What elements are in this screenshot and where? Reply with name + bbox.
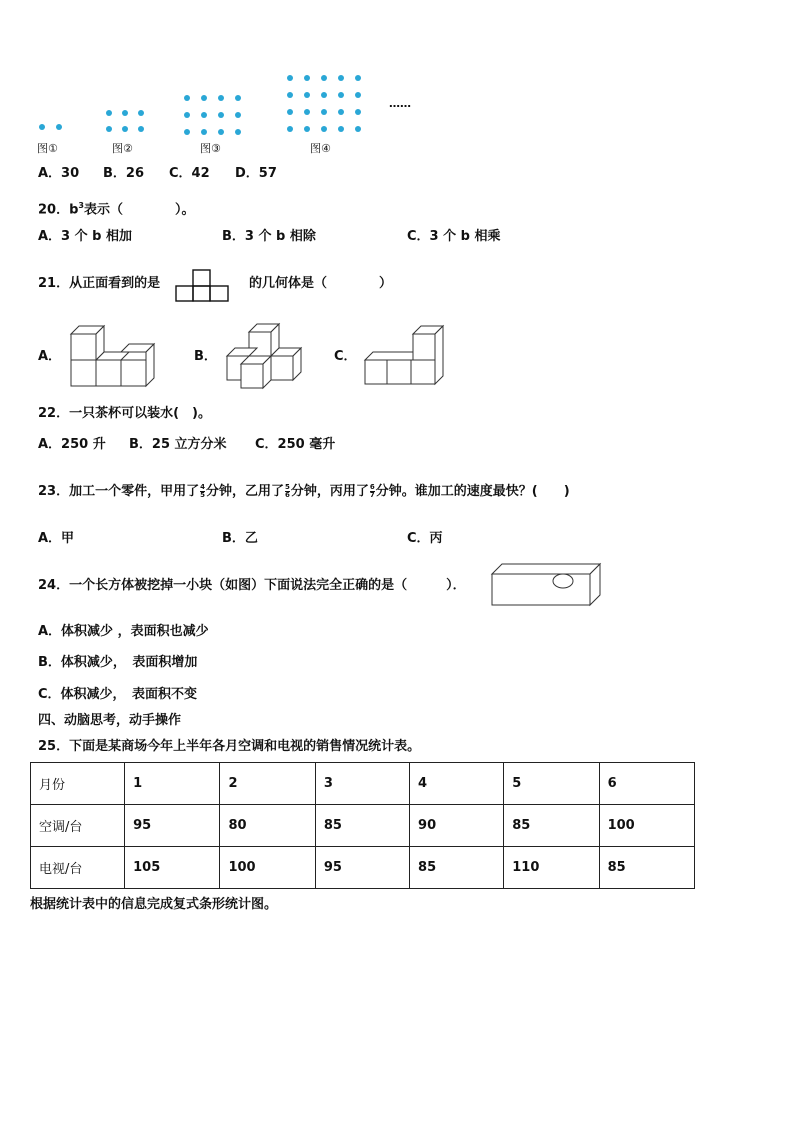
q23-option-a[interactable]: A．甲 bbox=[38, 531, 75, 546]
section-title: 四、动脑思考，动手操作 bbox=[38, 713, 182, 728]
pattern-dot bbox=[287, 109, 293, 115]
fraction-bing-numerator: 6 bbox=[369, 483, 375, 491]
q19-option-b[interactable]: B．26 bbox=[103, 166, 144, 181]
pattern-dot bbox=[218, 112, 224, 118]
figure-label-4: 图④ bbox=[310, 142, 331, 155]
q22-option-c[interactable]: C．250 毫升 bbox=[255, 437, 336, 452]
q19-option-d[interactable]: D．57 bbox=[235, 166, 277, 181]
q24-stem: 24．一个长方体被挖掉一小块（如图）下面说法完全正确的是（ ）． bbox=[38, 578, 466, 593]
pattern-dot bbox=[321, 109, 327, 115]
q21-option-a[interactable]: A． bbox=[38, 349, 62, 364]
table-cell: 6 bbox=[599, 763, 694, 805]
q24-option-b[interactable]: B．体积减少， 表面积增加 bbox=[38, 655, 198, 670]
q24-option-c[interactable]: C．体积减少， 表面积不变 bbox=[38, 687, 198, 702]
pattern-dot bbox=[338, 109, 344, 115]
q20-exponent: 3 bbox=[78, 201, 84, 210]
figure-label-2: 图② bbox=[112, 142, 133, 155]
pattern-ellipsis: …… bbox=[389, 97, 411, 110]
pattern-dot bbox=[122, 126, 128, 132]
pattern-dot bbox=[122, 110, 128, 116]
q24-option-a[interactable]: A．体积减少 ，表面积也减少 bbox=[38, 624, 209, 639]
q21-option-c[interactable]: C． bbox=[334, 349, 357, 364]
q23-stem-part4: 分钟。谁加工的速度最快？( ) bbox=[375, 484, 570, 499]
pattern-dot bbox=[287, 75, 293, 81]
pattern-dot bbox=[355, 126, 361, 132]
pattern-dot bbox=[184, 112, 190, 118]
fraction-yi-denominator: 6 bbox=[284, 491, 290, 499]
solid-option-a-figure[interactable] bbox=[66, 322, 164, 388]
table-cell: 3 bbox=[315, 763, 409, 805]
figure-label-1: 图① bbox=[37, 142, 58, 155]
cuboid-with-hole-figure bbox=[490, 562, 602, 608]
table-row-header: 空调/台 bbox=[31, 805, 125, 847]
fraction-yi-numerator: 5 bbox=[284, 483, 290, 491]
pattern-dot bbox=[201, 129, 207, 135]
pattern-dot bbox=[321, 92, 327, 98]
pattern-dot bbox=[338, 75, 344, 81]
q25-instruction: 根据统计表中的信息完成复式条形统计图。 bbox=[30, 897, 278, 912]
pattern-dot bbox=[184, 95, 190, 101]
q25-stem: 25．下面是某商场今年上半年各月空调和电视的销售情况统计表。 bbox=[38, 739, 421, 754]
table-cell: 80 bbox=[220, 805, 315, 847]
pattern-dot bbox=[287, 126, 293, 132]
table-cell: 1 bbox=[125, 763, 220, 805]
q22-stem: 22．一只茶杯可以装水( )。 bbox=[38, 406, 211, 421]
q23-stem bbox=[38, 484, 570, 500]
pattern-dot bbox=[338, 126, 344, 132]
table-row bbox=[31, 805, 695, 847]
pattern-dot bbox=[138, 126, 144, 132]
pattern-dot bbox=[39, 124, 45, 130]
table-cell: 95 bbox=[125, 805, 220, 847]
q21-option-b[interactable]: B． bbox=[194, 349, 217, 364]
q19-option-c[interactable]: C．42 bbox=[169, 166, 210, 181]
pattern-dot bbox=[106, 126, 112, 132]
q21-stem-start: 21．从正面看到的是 bbox=[38, 276, 161, 291]
table-row-header: 月份 bbox=[31, 763, 125, 805]
q23-option-c[interactable]: C．丙 bbox=[407, 531, 443, 546]
table-cell: 85 bbox=[410, 847, 504, 889]
pattern-dot bbox=[235, 129, 241, 135]
pattern-dot bbox=[218, 95, 224, 101]
solid-option-c-figure[interactable] bbox=[360, 322, 448, 388]
table-cell: 85 bbox=[599, 847, 694, 889]
fraction-jia bbox=[200, 484, 205, 499]
q20-option-a[interactable]: A．3 个 b 相加 bbox=[38, 229, 132, 244]
pattern-dot bbox=[138, 110, 144, 116]
sales-table bbox=[30, 762, 695, 889]
pattern-dot bbox=[201, 95, 207, 101]
pattern-dot bbox=[106, 110, 112, 116]
pattern-dot bbox=[304, 126, 310, 132]
table-cell: 85 bbox=[315, 805, 409, 847]
table-cell: 100 bbox=[220, 847, 315, 889]
q23-stem-part1: 23．加工一个零件，甲用了 bbox=[38, 484, 200, 499]
table-cell: 90 bbox=[410, 805, 504, 847]
pattern-dot bbox=[338, 92, 344, 98]
q20-stem-text: 表示（ ）。 bbox=[83, 202, 195, 218]
table-row-header: 电视/台 bbox=[31, 847, 125, 889]
q21-stem-end: 的几何体是（ ） bbox=[249, 276, 393, 291]
fraction-yi bbox=[285, 484, 290, 499]
pattern-dot bbox=[304, 109, 310, 115]
q23-stem-part3: 分钟，丙用了 bbox=[290, 484, 369, 499]
q20-prefix: 20．b bbox=[38, 202, 79, 218]
dot-pattern-figure bbox=[30, 66, 430, 138]
pattern-dot bbox=[56, 124, 62, 130]
q20-stem bbox=[38, 198, 195, 218]
table-row bbox=[31, 763, 695, 805]
table-cell: 110 bbox=[504, 847, 599, 889]
pattern-dot bbox=[235, 112, 241, 118]
fraction-jia-numerator: 4 bbox=[200, 483, 205, 491]
pattern-dot bbox=[304, 92, 310, 98]
fraction-bing-denominator: 7 bbox=[369, 491, 375, 499]
q23-option-b[interactable]: B．乙 bbox=[222, 531, 258, 546]
pattern-dot bbox=[355, 109, 361, 115]
pattern-dot bbox=[218, 129, 224, 135]
solid-option-b-figure[interactable] bbox=[222, 322, 306, 392]
q22-option-b[interactable]: B．25 立方分米 bbox=[129, 437, 227, 452]
pattern-dot bbox=[321, 75, 327, 81]
front-view-figure bbox=[174, 268, 232, 304]
table-row bbox=[31, 847, 695, 889]
pattern-dot bbox=[235, 95, 241, 101]
fraction-bing bbox=[370, 484, 375, 499]
table-cell: 85 bbox=[504, 805, 599, 847]
pattern-dot bbox=[304, 75, 310, 81]
pattern-dot bbox=[355, 92, 361, 98]
table-cell: 95 bbox=[315, 847, 409, 889]
pattern-dot bbox=[287, 92, 293, 98]
figure-label-3: 图③ bbox=[200, 142, 221, 155]
table-cell: 100 bbox=[599, 805, 694, 847]
q20-option-c[interactable]: C．3 个 b 相乘 bbox=[407, 229, 501, 244]
table-cell: 2 bbox=[220, 763, 315, 805]
q23-stem-part2: 分钟，乙用了 bbox=[205, 484, 284, 499]
pattern-dot bbox=[321, 126, 327, 132]
fraction-jia-denominator: 5 bbox=[200, 491, 205, 499]
table-cell: 5 bbox=[504, 763, 599, 805]
pattern-dot bbox=[355, 75, 361, 81]
table-cell: 105 bbox=[125, 847, 220, 889]
pattern-dot bbox=[184, 129, 190, 135]
q19-option-a[interactable]: A．30 bbox=[38, 166, 80, 181]
pattern-dot bbox=[201, 112, 207, 118]
q20-option-b[interactable]: B．3 个 b 相除 bbox=[222, 229, 316, 244]
table-cell: 4 bbox=[410, 763, 504, 805]
q22-option-a[interactable]: A．250 升 bbox=[38, 437, 106, 452]
